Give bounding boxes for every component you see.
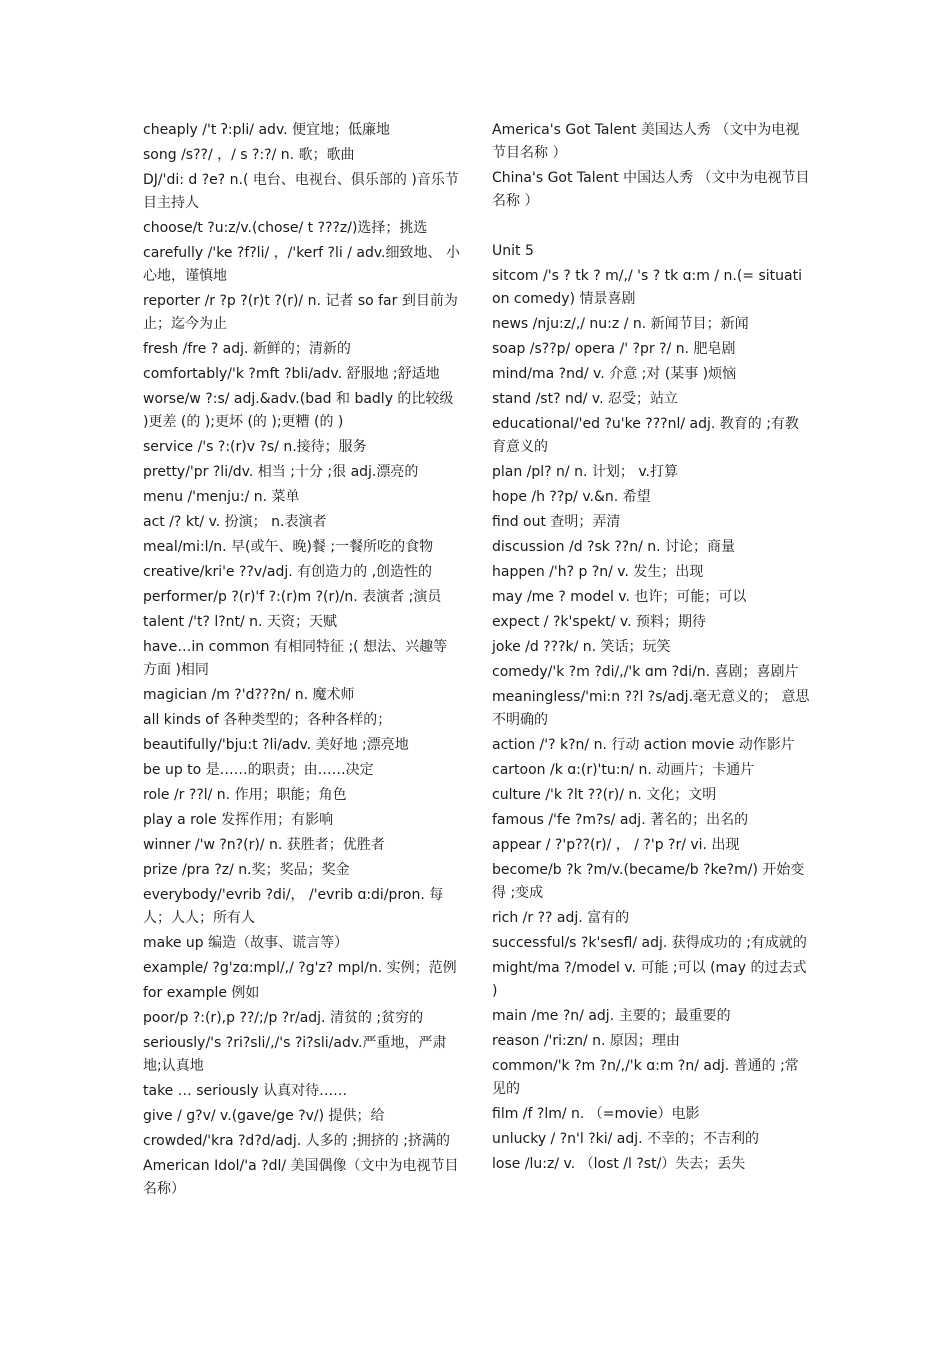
vocab-entry: song /s??/ ，/ s ?:?/ n. 歌；歌曲 bbox=[143, 147, 355, 163]
vocab-entry: worse/w ?:s/ adj.&adv.(bad 和 badly 的比较级 )更差 (的 );更坏 (的 );更糟 (的 ) bbox=[143, 391, 454, 430]
vocab-entry: might/ma ?/model v. 可能 ;可以 (may 的过去式 ) bbox=[492, 960, 807, 999]
vocab-entry: meal/mi:l/n. 早(或午、晚)餐 ;一餐所吃的食物 bbox=[143, 539, 434, 555]
vocab-entry: talent /'t? l?nt/ n. 天资；天赋 bbox=[143, 614, 337, 630]
vocab-entry: lose /lu:z/ v. （lost /l ?st/）失去；丢失 bbox=[492, 1156, 746, 1172]
vocab-entry: discussion /d ?sk ??n/ n. 讨论；商量 bbox=[492, 539, 736, 555]
vocab-entry: take … seriously 认真对待…… bbox=[143, 1083, 348, 1099]
vocab-entry: become/b ?k ?m/v.(became/b ?ke?m/) 开始变得 ;变成 bbox=[492, 862, 805, 901]
vocab-entry: beautifully/'bju:t ?li/adv. 美好地 ;漂亮地 bbox=[143, 737, 409, 753]
vocab-entry: performer/p ?(r)'f ?:(r)m ?(r)/n. 表演者 ;演员 bbox=[143, 589, 442, 605]
vocab-entry: cartoon /k ɑ:(r)'tu:n/ n. 动画片；卡通片 bbox=[492, 762, 755, 778]
vocab-entry: menu /'menju:/ n. 菜单 bbox=[143, 489, 300, 505]
vocab-entry: comfortably/'k ?mft ?bli/adv. 舒服地 ;舒适地 bbox=[143, 366, 440, 382]
vocab-entry: DJ/'di: d ?e? n.( 电台、电视台、俱乐部的 )音乐节目主持人 bbox=[143, 172, 459, 211]
vocab-entry: news /nju:z/,/ nu:z / n. 新闻节目；新闻 bbox=[492, 316, 749, 332]
vocabulary-column-left bbox=[143, 119, 461, 1203]
vocab-entry: find out 查明；弄清 bbox=[492, 514, 621, 530]
vocab-entry: all kinds of 各种类型的；各种各样的； bbox=[143, 712, 392, 728]
vocab-entry: choose/t ?u:z/v.(chose/ t ???z/)选择；挑选 bbox=[143, 220, 428, 236]
vocab-entry: action /'? k?n/ n. 行动 action movie 动作影片 bbox=[492, 737, 795, 753]
vocab-entry: winner /'w ?n?(r)/ n. 获胜者；优胜者 bbox=[143, 837, 385, 853]
vocab-entry: everybody/'evrib ?di/， /'evrib ɑ:di/pron. 每人；人人；所有人 bbox=[143, 887, 444, 926]
vocab-entry: play a role 发挥作用；有影响 bbox=[143, 812, 334, 828]
vocab-entry: unlucky / ?n'l ?ki/ adj. 不幸的；不吉利的 bbox=[492, 1131, 760, 1147]
vocab-entry: be up to 是……的职责；由……决定 bbox=[143, 762, 374, 778]
blank-line bbox=[492, 215, 810, 240]
vocab-entry: creative/kri'e ??v/adj. 有创造力的 ,创造性的 bbox=[143, 564, 433, 580]
vocab-entry: make up 编造（故事、谎言等） bbox=[143, 935, 349, 951]
vocab-entry: main /me ?n/ adj. 主要的；最重要的 bbox=[492, 1008, 731, 1024]
vocab-entry: appear / ?'p??(r)/ ， / ?'p ?r/ vi. 出现 bbox=[492, 837, 740, 853]
vocab-entry: soap /s??p/ opera /' ?pr ?/ n. 肥皂剧 bbox=[492, 341, 736, 357]
vocab-entry: successful/s ?k'sesfl/ adj. 获得成功的 ;有成就的 bbox=[492, 935, 807, 951]
vocab-entry: Unit 5 bbox=[492, 243, 534, 259]
vocab-entry: crowded/'kra ?d?d/adj. 人多的 ;拥挤的 ;挤满的 bbox=[143, 1133, 450, 1149]
vocab-entry: film /f ?lm/ n. （=movie）电影 bbox=[492, 1106, 700, 1122]
vocab-entry: poor/p ?:(r),p ??/;/p ?r/adj. 清贫的 ;贫穷的 bbox=[143, 1010, 424, 1026]
vocab-entry: expect / ?k'spekt/ v. 预料；期待 bbox=[492, 614, 706, 630]
vocabulary-column-right bbox=[492, 119, 810, 1178]
vocab-entry: prize /pra ?z/ n.奖；奖品；奖金 bbox=[143, 862, 350, 878]
vocab-entry: seriously/'s ?ri?sli/,/'s ?i?sli/adv.严重地，严肃地;认真地 bbox=[143, 1035, 447, 1074]
vocab-entry: act /? kt/ v. 扮演； n.表演者 bbox=[143, 514, 327, 530]
vocab-entry: mind/ma ?nd/ v. 介意 ;对 (某事 )烦恼 bbox=[492, 366, 737, 382]
vocab-entry: China's Got Talent 中国达人秀 （文中为电视节目名称 ） bbox=[492, 170, 810, 209]
vocab-entry: common/'k ?m ?n/,/'k ɑ:m ?n/ adj. 普通的 ;常见的 bbox=[492, 1058, 799, 1097]
vocab-entry: comedy/'k ?m ?di/,/'k ɑm ?di/n. 喜剧；喜剧片 bbox=[492, 664, 799, 680]
vocab-entry: reporter /r ?p ?(r)t ?(r)/ n. 记者 so far 到目前为止；迄今为止 bbox=[143, 293, 458, 332]
vocab-entry: America's Got Talent 美国达人秀 （文中为电视节目名称 ） bbox=[492, 122, 800, 161]
vocab-entry: for example 例如 bbox=[143, 985, 260, 1001]
vocab-entry: may /me ? model v. 也许；可能；可以 bbox=[492, 589, 747, 605]
vocab-entry: have…in common 有相同特征 ;( 想法、兴趣等方面 )相同 bbox=[143, 639, 448, 678]
vocab-entry: role /r ??l/ n. 作用；职能；角色 bbox=[143, 787, 347, 803]
vocab-entry: magician /m ?'d???n/ n. 魔术师 bbox=[143, 687, 355, 703]
vocab-entry: rich /r ?? adj. 富有的 bbox=[492, 910, 630, 926]
vocab-entry: cheaply /'t ʔ:pli/ adv. 便宜地；低廉地 bbox=[143, 122, 391, 138]
vocab-entry: meaningless/'mi:n ??l ?s/adj.毫无意义的； 意思不明确的 bbox=[492, 689, 810, 728]
vocab-entry: fresh /fre ? adj. 新鲜的；清新的 bbox=[143, 341, 351, 357]
vocab-entry: example/ ?g'zɑ:mpl/,/ ?g'z? mpl/n. 实例；范例 bbox=[143, 960, 457, 976]
vocab-entry: culture /'k ?lt ??(r)/ n. 文化；文明 bbox=[492, 787, 717, 803]
vocab-entry: reason /'ri:zn/ n. 原因；理由 bbox=[492, 1033, 680, 1049]
vocab-entry: service /'s ?:(r)v ?s/ n.接待；服务 bbox=[143, 439, 367, 455]
vocab-entry: plan /pl? n/ n. 计划； v.打算 bbox=[492, 464, 678, 480]
vocab-entry: give / ɡ?v/ v.(gave/ge ?v/) 提供；给 bbox=[143, 1108, 385, 1124]
vocab-entry: hope /h ??p/ v.&n. 希望 bbox=[492, 489, 651, 505]
vocab-entry: happen /'h? p ?n/ v. 发生；出现 bbox=[492, 564, 704, 580]
vocab-entry: educational/'ed ?u'ke ???nl/ adj. 教育的 ;有教育意义的 bbox=[492, 416, 799, 455]
vocab-entry: carefully /'ke ?f?li/ ，/'kerf ?li / adv.细致地、 小心地，谨慎地 bbox=[143, 245, 460, 284]
vocab-entry: pretty/'pr ?li/dv. 相当 ;十分 ;很 adj.漂亮的 bbox=[143, 464, 419, 480]
vocab-entry: sitcom /'s ? tk ? m/,/ 's ? tk ɑ:m / n.(= situation comedy) 情景喜剧 bbox=[492, 268, 802, 307]
vocab-entry: stand /st? nd/ v. 忍受；站立 bbox=[492, 391, 678, 407]
vocab-entry: American Idol/'a ?dl/ 美国偶像（文中为电视节目名称） bbox=[143, 1158, 459, 1197]
vocab-entry: famous /'fe ?m?s/ adj. 著名的；出名的 bbox=[492, 812, 749, 828]
vocab-entry: joke /d ???k/ n. 笑话；玩笑 bbox=[492, 639, 671, 655]
